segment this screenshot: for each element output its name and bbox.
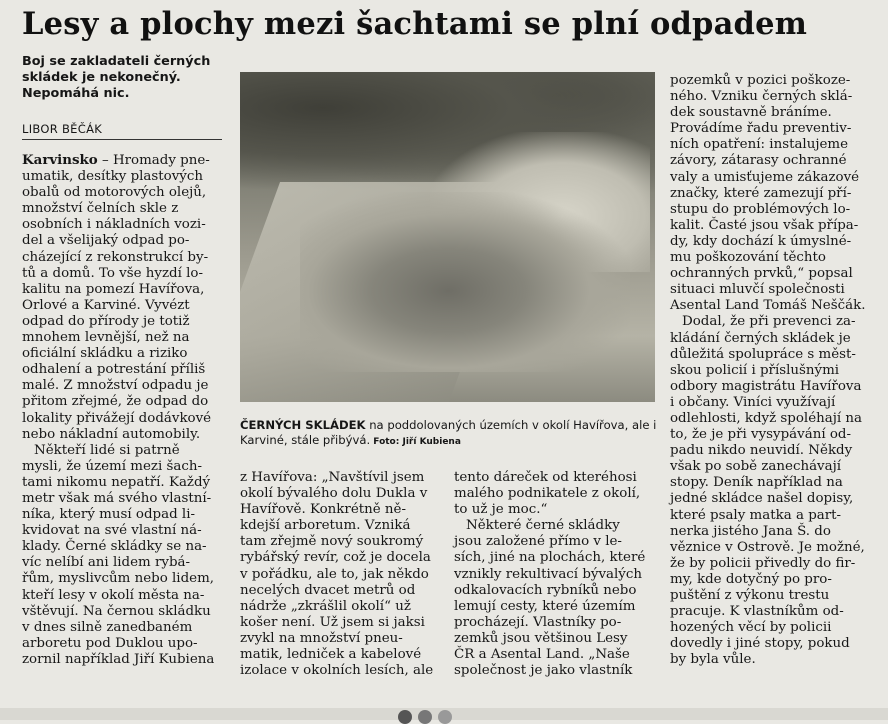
- decorative-dot: [418, 710, 432, 724]
- photo-credit: Foto: Jiří Kubiena: [370, 437, 461, 447]
- paragraph-2: Někteří lidé si patrně mysli, že území mezi šach- tami nikomu nepatří. Každý metr však má svého vlastní- níka, který musí odpad li- kvidovat na své vlastní ná- klady. Černé skládky se na- víc nelíbí ani lidem rybá- řům, myslivcům nebo lidem, kteří lesy v okolí města na- vštěvují. Na černou skládku v dnes silně zanedbaném arboretu pod Duklou upo- zornil například Jiří Kubiena: [22, 442, 215, 667]
- column-1: [22, 152, 229, 668]
- headline: Lesy a plochy mezi šachtami se plní odpadem: [22, 6, 808, 42]
- caption-strong: ČERNÝCH SKLÁDEK: [240, 418, 366, 432]
- dateline: Karvinsko: [22, 152, 98, 168]
- paragraph-7: Dodal, že při prevenci za- kládání černých skládek je důležitá spolupráce s měst- skou policií i příslušnými odbory magistrátu Havířova i občany. Viníci využívají odlehlosti, když spoléhají na to, že je při vysypávání od- padu nikdo neuvidí. Někdy však po sobě zanechávají stopy. Deník například na jedné skládce našel dopisy, které psaly matka a part- nerka jistého Jana Š. do věznice v Ostrově. Je možné, že by policii přivedly do fir- my, kde dotyčný po pro- puštění z výkonu trestu pracuje. K vlastníkům od- hozených věcí by policii dovedly i jiné stopy, pokud by byla vůle.: [670, 314, 865, 668]
- photo-caption: [240, 418, 660, 450]
- paragraph-3: z Havířova: „Navštívil jsem okolí bývalého dolu Dukla v Havířově. Konkrétně ně- kdejší arboretum. Vzniká tam zřejmě nový soukromý rybářský revír, což je docela v pořádku, ale to, jak někdo necelých dvacet metrů od nádrže „zkrášlil okolí“ už košer není. Už jsem si jaksi zvykl na množství pneu- matik, ledniček a kabelové izolace v okolních lesích, ale: [240, 470, 434, 679]
- paragraph-5: Některé černé skládky jsou založené přímo v le- sích, jiné na plochách, které vznikly rekultivací bývalých odkalovacích rybníků nebo lemují cesty, které územím procházejí. Vlastníky po- zemků jsou většinou Lesy ČR a Asental Land. „Naše společnost je jako vlastník: [454, 518, 646, 679]
- article-photo: [240, 72, 655, 402]
- paragraph-1-text: – Hromady pne- umatik, desítky plastových obalů od motorových olejů, množství čelních skle z osobních i nákladních vozi- del a všelijaký odpad po- cházející z rekonstrukcí by- tů a domů. To vše hyzdí lo- kalitu na pomezí Havířova, Orlové a Karviné. Vyvézt odpad do přírody je totiž mnohem levnější, než na oficiální skládku a riziko odhalení a potrestání příliš malé. Z množství odpadu je přitom zřejmé, že odpad do lokality přivážejí dodávkové nebo nákladní automobily.: [22, 153, 212, 442]
- author-byline: LIBOR BĚČÁK: [22, 122, 222, 140]
- caption-text: na poddolovaných územích v okolí Havířova, ale i Karviné, stále přibývá.: [240, 418, 657, 447]
- column-4: [670, 73, 880, 668]
- lead-text: Boj se zakladateli černých skládek je nekonečný. Nepomáhá nic.: [22, 54, 211, 101]
- column-3: [454, 470, 656, 679]
- paragraph-6: pozemků v pozici poškoze- ného. Vzniku černých sklá- dek soustavně bráníme. Provádíme řadu preventiv- ních opatření: instalujeme závory, zátarasy ochranné valy a umisťujeme zákazové značky, které zamezují pří- stupu do problémových lo- kalit. Časté jsou však přípa- dy, kdy dochází k úmyslné- mu poškozování těchto ochranných prvků,“ popsal situaci mluvčí společnosti Asental Land Tomáš Neščák.: [670, 73, 866, 314]
- decorative-dot: [398, 710, 412, 724]
- paragraph-4: tento dáreček od kteréhosi malého podnikatele z okolí, to už je moc.“: [454, 470, 641, 518]
- paragraph-1: [22, 152, 229, 443]
- decorative-dot: [438, 710, 452, 724]
- photo-waste-pile: [300, 192, 630, 372]
- column-2: [240, 470, 440, 679]
